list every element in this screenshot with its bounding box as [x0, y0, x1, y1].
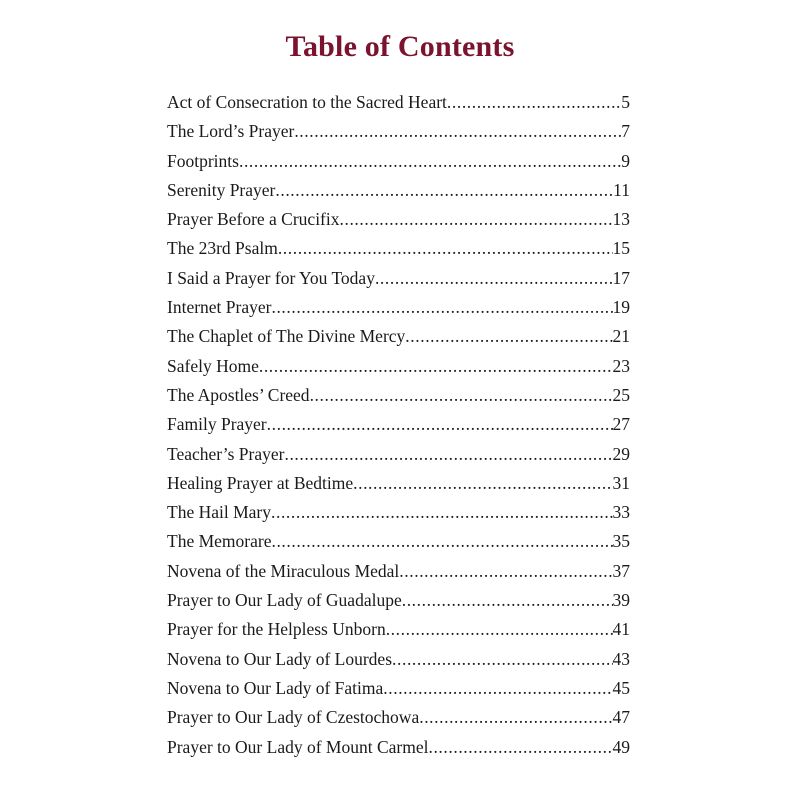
dot-leader [294, 117, 621, 146]
toc-entry [167, 264, 630, 293]
toc-page-number: 15 [612, 238, 630, 259]
toc-entry-title: Prayer Before a Crucifix [167, 209, 340, 230]
toc-entry [167, 88, 630, 117]
dot-leader [399, 557, 612, 586]
toc-page-number: 17 [612, 267, 630, 288]
dot-leader [239, 147, 621, 176]
toc-entry-title: The Lord’s Prayer [167, 121, 295, 142]
toc-page-number: 5 [621, 92, 630, 112]
dot-leader [353, 469, 612, 498]
toc-page-number: 27 [612, 414, 630, 435]
dot-leader [310, 381, 613, 410]
toc-page-number: 33 [612, 502, 630, 523]
toc-page-number: 43 [612, 648, 630, 669]
toc-entry-title: Serenity Prayer [167, 179, 276, 200]
dot-leader [271, 527, 612, 556]
toc-page-number: 49 [612, 736, 630, 757]
toc-entry-title: Prayer to Our Lady of Czestochowa [167, 707, 420, 728]
toc-entry [167, 469, 630, 498]
toc-entry [167, 557, 630, 586]
toc-page-number: 37 [612, 560, 630, 581]
toc-entry-title: Prayer to Our Lady of Mount Carmel [167, 736, 429, 757]
toc-entry-title: Act of Consecration to the Sacred Heart [167, 92, 447, 112]
toc-page-number: 11 [613, 179, 630, 200]
toc-entry-title: Healing Prayer at Bedtime [167, 472, 354, 493]
toc-entry [167, 117, 630, 146]
toc-entry [167, 733, 630, 762]
toc-page-number: 29 [612, 443, 630, 464]
toc-page-number: 41 [612, 619, 630, 640]
dot-leader [447, 88, 621, 117]
toc-entry [167, 352, 630, 381]
toc-entry [167, 205, 630, 234]
dot-leader [375, 264, 613, 293]
dot-leader [383, 674, 612, 703]
toc-entry-title: The 23rd Psalm [167, 238, 278, 259]
toc-entry [167, 440, 630, 469]
toc-entry [167, 381, 630, 410]
toc-entry-title: Prayer to Our Lady of Guadalupe [167, 590, 402, 611]
toc-entry [167, 322, 630, 351]
toc-page-number: 35 [612, 531, 630, 552]
toc-list [167, 88, 630, 762]
toc-entry [167, 645, 630, 674]
dot-leader [271, 498, 613, 527]
toc-page-number: 31 [612, 472, 630, 493]
dot-leader [405, 322, 612, 351]
dot-leader [271, 293, 612, 322]
dot-leader [402, 586, 613, 615]
toc-entry [167, 703, 630, 732]
toc-entry-title: The Chaplet of The Divine Mercy [167, 326, 406, 347]
toc-page-number: 9 [621, 150, 630, 171]
dot-leader [284, 440, 612, 469]
toc-entry-title: Teacher’s Prayer [167, 443, 285, 464]
toc-page-number: 13 [612, 209, 630, 230]
toc-entry-title: Novena to Our Lady of Fatima [167, 677, 384, 698]
toc-entry [167, 615, 630, 644]
toc-page-number: 19 [612, 297, 630, 318]
toc-entry [167, 527, 630, 556]
dot-leader [278, 234, 613, 263]
dot-leader [267, 410, 613, 439]
toc-entry-title: Novena to Our Lady of Lourdes [167, 648, 393, 669]
toc-page-number: 23 [612, 355, 630, 376]
toc-entry [167, 674, 630, 703]
toc-entry [167, 586, 630, 615]
toc-entry-title: The Apostles’ Creed [167, 384, 310, 405]
toc-entry-title: Footprints [167, 150, 239, 171]
toc-page-number: 45 [612, 677, 630, 698]
dot-leader [275, 176, 613, 205]
toc-entry-title: Novena of the Miraculous Medal [167, 560, 400, 581]
toc-page-number: 39 [612, 590, 630, 611]
toc-entry [167, 410, 630, 439]
dot-leader [428, 733, 612, 762]
toc-entry [167, 498, 630, 527]
toc-entry-title: Internet Prayer [167, 297, 272, 318]
toc-entry [167, 147, 630, 176]
toc-entry-title: The Memorare [167, 531, 272, 552]
toc-page-number: 7 [621, 121, 630, 142]
dot-leader [340, 205, 613, 234]
dot-leader [419, 703, 612, 732]
toc-entry-title: The Hail Mary [167, 502, 271, 523]
toc-entry-title: I Said a Prayer for You Today [167, 267, 375, 288]
page-title: Table of Contents [285, 30, 515, 63]
toc-entry [167, 234, 630, 263]
dot-leader [386, 615, 613, 644]
toc-entry-title: Prayer for the Helpless Unborn [167, 619, 386, 640]
toc-page-number: 21 [612, 326, 630, 347]
toc-entry [167, 293, 630, 322]
toc-entry [167, 176, 630, 205]
toc-page-number: 47 [612, 707, 630, 728]
toc-entry-title: Safely Home [167, 355, 259, 376]
toc-entry-title: Family Prayer [167, 414, 267, 435]
toc-page-number: 25 [612, 384, 630, 405]
dot-leader [259, 352, 613, 381]
dot-leader [392, 645, 612, 674]
